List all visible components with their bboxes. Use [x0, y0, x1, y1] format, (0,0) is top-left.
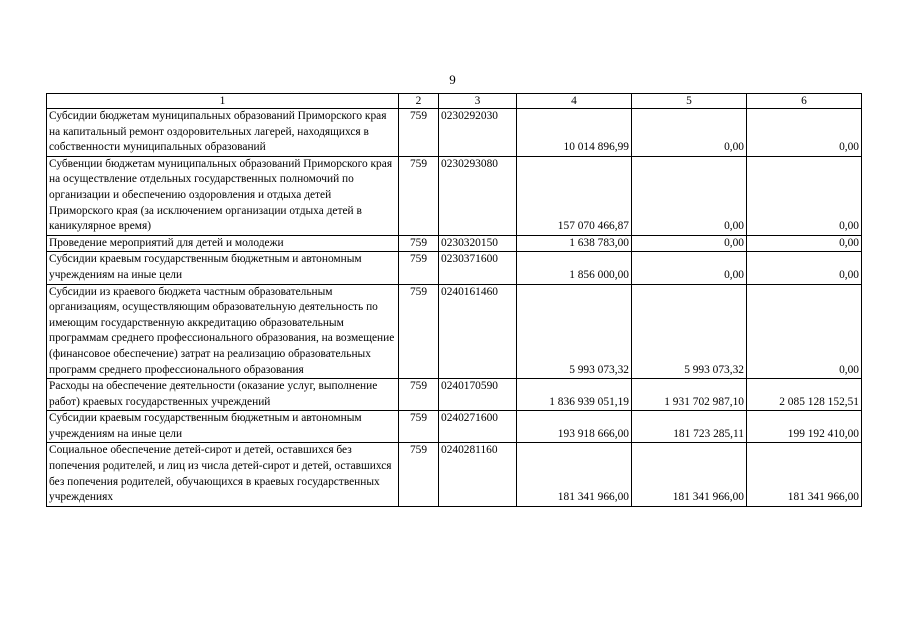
grbs-code-cell: 759 — [399, 443, 439, 506]
amount-year2-cell: 5 993 073,32 — [632, 284, 747, 379]
grbs-code-cell: 759 — [399, 411, 439, 443]
amount-year1-cell: 181 341 966,00 — [517, 443, 632, 506]
amount-year2-cell: 1 931 702 987,10 — [632, 379, 747, 411]
table-row — [47, 284, 862, 379]
column-header: 5 — [632, 94, 747, 109]
expense-name-cell: Субсидии бюджетам муниципальных образований Приморского края на капитальный ремонт оздоровительных лагерей, находящихся в собственности муниципальных образований — [47, 109, 399, 157]
amount-year1-cell: 1 856 000,00 — [517, 252, 632, 284]
target-code-cell: 0240281160 — [439, 443, 517, 506]
amount-year1-cell: 1 638 783,00 — [517, 235, 632, 252]
amount-year3-cell: 0,00 — [747, 284, 862, 379]
table-row — [47, 109, 862, 157]
target-code-cell: 0240271600 — [439, 411, 517, 443]
amount-year3-cell: 0,00 — [747, 252, 862, 284]
amount-year2-cell: 0,00 — [632, 235, 747, 252]
amount-year3-cell: 199 192 410,00 — [747, 411, 862, 443]
amount-year2-cell: 181 341 966,00 — [632, 443, 747, 506]
table-row — [47, 156, 862, 235]
table-row — [47, 252, 862, 284]
expense-name-cell: Субвенции бюджетам муниципальных образований Приморского края на осуществление отдельных государственных полномочий по организации и обеспечению оздоровления и отдыха детей Приморского края (за исключением организации отдыха детей в каникулярное время) — [47, 156, 399, 235]
target-code-cell: 0240170590 — [439, 379, 517, 411]
expense-name-cell: Субсидии краевым государственным бюджетным и автономным учреждениям на иные цели — [47, 252, 399, 284]
table-row — [47, 443, 862, 506]
target-code-cell: 0240161460 — [439, 284, 517, 379]
table-header-row — [47, 94, 862, 109]
amount-year3-cell: 0,00 — [747, 109, 862, 157]
target-code-cell: 0230293080 — [439, 156, 517, 235]
budget-table — [46, 93, 862, 507]
amount-year1-cell: 193 918 666,00 — [517, 411, 632, 443]
amount-year3-cell: 2 085 128 152,51 — [747, 379, 862, 411]
grbs-code-cell: 759 — [399, 284, 439, 379]
grbs-code-cell: 759 — [399, 109, 439, 157]
grbs-code-cell: 759 — [399, 252, 439, 284]
grbs-code-cell: 759 — [399, 156, 439, 235]
column-header: 2 — [399, 94, 439, 109]
expense-name-cell: Субсидии краевым государственным бюджетным и автономным учреждениям на иные цели — [47, 411, 399, 443]
amount-year2-cell: 0,00 — [632, 252, 747, 284]
grbs-code-cell: 759 — [399, 235, 439, 252]
amount-year1-cell: 157 070 466,87 — [517, 156, 632, 235]
expense-name-cell: Субсидии из краевого бюджета частным образовательным организациям, осуществляющим образовательную деятельность по имеющим государственную аккредитацию образовательным программам среднего профессионального образования, на возмещение (финансовое обеспечение) затрат на реализацию образовательных программ среднего профессионального образования — [47, 284, 399, 379]
page-number: 9 — [449, 72, 456, 87]
amount-year2-cell: 181 723 285,11 — [632, 411, 747, 443]
column-header: 4 — [517, 94, 632, 109]
grbs-code-cell: 759 — [399, 379, 439, 411]
expense-name-cell: Расходы на обеспечение деятельности (оказание услуг, выполнение работ) краевых государственных учреждений — [47, 379, 399, 411]
amount-year1-cell: 1 836 939 051,19 — [517, 379, 632, 411]
amount-year3-cell: 0,00 — [747, 235, 862, 252]
target-code-cell: 0230292030 — [439, 109, 517, 157]
column-header: 1 — [47, 94, 399, 109]
amount-year3-cell: 0,00 — [747, 156, 862, 235]
amount-year1-cell: 10 014 896,99 — [517, 109, 632, 157]
amount-year2-cell: 0,00 — [632, 156, 747, 235]
table-row — [47, 235, 862, 252]
table-row — [47, 411, 862, 443]
expense-name-cell: Социальное обеспечение детей-сирот и детей, оставшихся без попечения родителей, и лиц из числа детей-сирот и детей, оставшихся без попечения родителей, обучающихся в краевых государственных учреждениях — [47, 443, 399, 506]
target-code-cell: 0230371600 — [439, 252, 517, 284]
table-row — [47, 379, 862, 411]
expense-name-cell: Проведение мероприятий для детей и молодежи — [47, 235, 399, 252]
target-code-cell: 0230320150 — [439, 235, 517, 252]
column-header: 6 — [747, 94, 862, 109]
amount-year1-cell: 5 993 073,32 — [517, 284, 632, 379]
column-header: 3 — [439, 94, 517, 109]
amount-year2-cell: 0,00 — [632, 109, 747, 157]
amount-year3-cell: 181 341 966,00 — [747, 443, 862, 506]
